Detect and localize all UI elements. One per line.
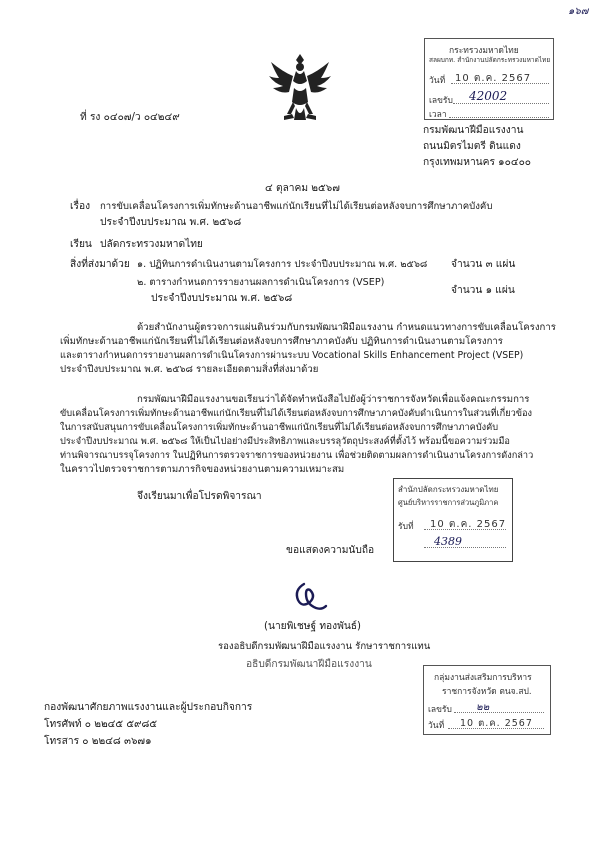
body-paragraph-2-line: ในคราวไปตรวจราชการตามภารกิจของหน่วยงานตามความเหมาะสม	[60, 464, 345, 475]
body-paragraph-2-line: ประจำปีงบประมาณ พ.ศ. ๒๕๖๘ ให้เป็นไปอย่างมีประสิทธิภาพและบรรลุวัตถุประสงค์ที่ตั้งไว้ พร้อมนี้ขอความร่วมมือ	[60, 436, 510, 447]
signatory-name: (นายพิเชษฐ์ ทองพันธ์)	[264, 621, 361, 632]
stamp-mid-number: 4389	[434, 535, 462, 548]
enclosure-item1: ๑. ปฏิทินการดำเนินงานตามโครงการ ประจำปีงบประมาณ พ.ศ. ๒๕๖๘	[137, 259, 428, 270]
stamp-mid-date: 10 ต.ค. 2567	[430, 519, 507, 530]
footer-phone: โทรศัพท์ ๐ ๒๒๔๕ ๕๙๘๕	[44, 719, 158, 730]
stamp-bottom-date: 10 ต.ค. 2567	[460, 718, 533, 729]
enclosure-label: สิ่งที่ส่งมาด้วย	[70, 259, 130, 270]
enclosure-item1-count: จำนวน ๓ แผ่น	[451, 259, 516, 270]
signatory-title: รองอธิบดีกรมพัฒนาฝีมือแรงงาน รักษาราชการแทน	[218, 641, 431, 652]
stamp-time-label: เวลา	[429, 110, 447, 120]
sender-line2: ถนนมิตรไมตรี ดินแดง	[423, 141, 521, 152]
enclosure-item2-line2: ประจำปีงบประมาณ พ.ศ. ๒๕๖๘	[151, 293, 293, 304]
closing-text: จึงเรียนมาเพื่อโปรดพิจารณา	[137, 491, 262, 502]
subject-line2: ประจำปีงบประมาณ พ.ศ. ๒๕๖๘	[100, 217, 242, 228]
stamp-bottom-sub: ราชการจังหวัด ตนจ.สป.	[442, 687, 532, 697]
corner-mark: ๑๖๗	[568, 6, 589, 17]
enclosure-item2-count: จำนวน ๑ แผ่น	[451, 285, 515, 296]
sender-line1: กรมพัฒนาฝีมือแรงงาน	[423, 125, 524, 136]
stamp-bottom-number-label: เลขรับ	[428, 705, 452, 715]
stamp-date-value: 10 ต.ค. 2567	[455, 73, 532, 84]
subject-line1: การขับเคลื่อนโครงการเพิ่มทักษะด้านอาชีพแก่นักเรียนที่ไม่ได้เรียนต่อหลังจบการศึกษาภาคบังคับ	[100, 201, 493, 212]
footer-fax: โทรสาร ๐ ๒๒๔๘ ๓๖๗๑	[44, 736, 152, 747]
stamp-mid-org: สำนักปลัดกระทรวงมหาดไทย	[398, 485, 499, 494]
signature-icon	[290, 580, 330, 614]
stamp-number-value: 42002	[469, 89, 508, 103]
subject-label: เรื่อง	[70, 201, 91, 212]
body-paragraph-2-line: ในการสนับสนุนการขับเคลื่อนโครงการเพิ่มทักษะด้านอาชีพแก่นักเรียนที่ไม่ได้เรียนต่อหลังจบการศึกษาภาคบังคับ	[60, 422, 499, 433]
stamp-mid-sub: ศูนย์บริหารราชการส่วนภูมิภาค	[398, 498, 499, 507]
body-paragraph-2	[60, 393, 533, 477]
body-paragraph-1-line: และตารางกำหนดการรายงานผลการดำเนินโครงการผ่านระบบ Vocational Skills Enhancement Project (VSEP)	[60, 350, 524, 361]
body-paragraph-1	[60, 321, 556, 377]
garuda-emblem-icon	[266, 52, 334, 124]
receiving-stamp-middle	[393, 478, 513, 562]
stamp-mid-label: รับที่	[398, 522, 414, 532]
recipient-label: เรียน	[70, 239, 92, 250]
body-paragraph-1-line: เพิ่มทักษะด้านอาชีพแก่นักเรียนที่ไม่ได้เรียนต่อหลังจบการศึกษาภาคบังคับ ปฏิทินการดำเนินงานตามโครงการ	[60, 336, 503, 347]
stamp-number-label: เลขรับ	[429, 96, 453, 106]
recipient-value: ปลัดกระทรวงมหาดไทย	[100, 239, 203, 250]
body-paragraph-2-line: กรมพัฒนาฝีมือแรงงานขอเรียนว่าได้จัดทำหนังสือไปยังผู้ว่าราชการจังหวัดเพื่อแจ้งคณะกรรมการ	[137, 394, 530, 405]
stamp-bottom-org: กลุ่มงานส่งเสริมการบริหาร	[434, 673, 532, 683]
body-paragraph-2-line: ท่านพิจารณาบรรจุโครงการ ในปฏิทินการตรวจราชการของหน่วยงาน เพื่อช่วยติดตามผลการดำเนินงานโครงการดังกล่าว	[60, 450, 534, 461]
stamp-bottom-number: ๒๒	[476, 702, 490, 713]
document-number: ที่ รง ๐๔๐๗/ว ๐๔๒๔๙	[80, 112, 180, 123]
footer-department: กองพัฒนาศักยภาพแรงงานและผู้ประกอบกิจการ	[44, 702, 253, 713]
body-paragraph-1-line: ด้วยสำนักงานผู้ตรวจการแผ่นดินร่วมกับกรมพัฒนาฝีมือแรงงาน กำหนดแนวทางการขับเคลื่อนโครงการ	[137, 322, 556, 333]
enclosure-item2: ๒. ตารางกำหนดการรายงานผลการดำเนินโครงการ (VSEP)	[137, 277, 385, 288]
stamp-bottom-date-label: วันที่	[428, 721, 445, 731]
receiving-stamp-top	[424, 38, 554, 120]
sender-line3: กรุงเทพมหานคร ๑๐๔๐๐	[423, 157, 531, 168]
stamp-org: กระทรวงมหาดไทย	[449, 46, 519, 56]
stamp-date-label: วันที่	[429, 76, 446, 86]
body-paragraph-1-line: ประจำปีงบประมาณ พ.ศ. ๒๕๖๘ รายละเอียดตามสิ่งที่ส่งมาด้วย	[60, 364, 319, 375]
signatory-title2: อธิบดีกรมพัฒนาฝีมือแรงงาน	[246, 659, 372, 670]
body-paragraph-2-line: ขับเคลื่อนโครงการเพิ่มทักษะด้านอาชีพแก่นักเรียนที่ไม่ได้เรียนต่อหลังจบการศึกษาภาคบังคับดำเนินการในส่วนที่เกี่ยวข้อง	[60, 408, 533, 419]
regards-text: ขอแสดงความนับถือ	[286, 545, 375, 556]
document-date: ๔ ตุลาคม ๒๕๖๗	[265, 183, 340, 194]
stamp-sub: สลผบกท. สำนักงานปลัดกระทรวงมหาดไทย	[429, 56, 551, 64]
receiving-stamp-bottom	[423, 665, 551, 735]
